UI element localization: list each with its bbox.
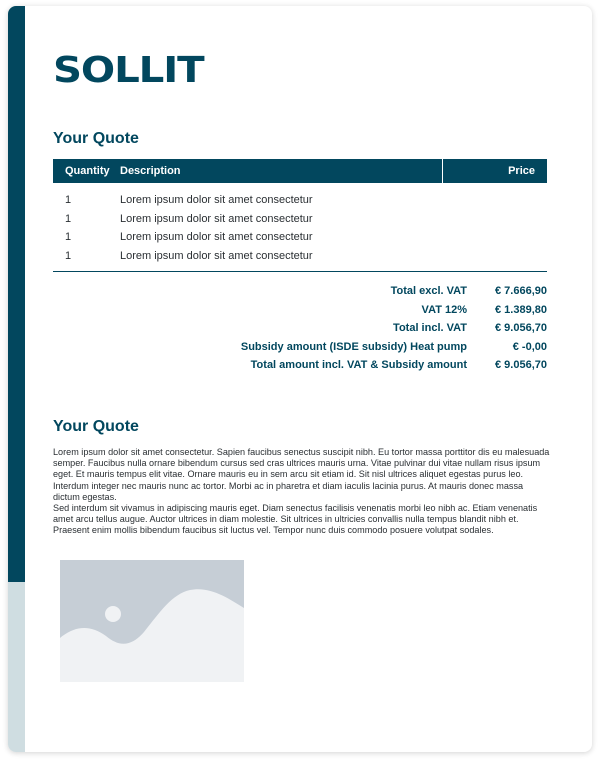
row-quantity: 1 (65, 231, 72, 244)
body-text (53, 447, 551, 537)
table-body (53, 183, 547, 272)
total-label: Total amount incl. VAT & Subsidy amount (250, 359, 467, 372)
row-quantity: 1 (65, 194, 72, 207)
sidebar-accent-light (8, 582, 25, 752)
row-quantity: 1 (65, 212, 72, 225)
row-description: Lorem ipsum dolor sit amet consectetur (120, 231, 313, 244)
total-value: € 9.056,70 (495, 322, 547, 335)
table-row (53, 191, 547, 210)
total-value: € -0,00 (512, 340, 547, 353)
total-label: Total excl. VAT (390, 285, 467, 298)
subsidy-row (53, 338, 547, 357)
paragraph: Sed interdum sit vivamus in adipiscing mauris eget. Diam senectus facilisis venenatis morbi leo nibh ac. Etiam venenatis amet arcu tellus augue. Auctor ultrices in diam molestie. Sit ultrices in ultricies convallis nulla tempus blandit nibh et. Praesent enim mollis bibendum faucibus sit luctus vel. Tempor nunc duis commodo posuere volutpat sodales. (53, 503, 538, 536)
total-value: € 7.666,90 (495, 285, 547, 298)
logo-text: SOLLIT (53, 50, 204, 91)
header-quantity: Quantity (65, 165, 110, 177)
totals-summary (53, 282, 547, 375)
total-label: Subsidy amount (ISDE subsidy) Heat pump (240, 340, 467, 353)
section-title: Your Quote (53, 418, 139, 435)
header-description: Description (120, 159, 443, 183)
total-label: Total incl. VAT (393, 322, 467, 335)
sidebar-accent-dark (8, 6, 25, 582)
grand-total-row (53, 356, 547, 375)
total-incl-vat-row (53, 319, 547, 338)
row-description: Lorem ipsum dolor sit amet consectetur (120, 194, 313, 207)
company-logo (53, 50, 204, 91)
table-row (53, 247, 547, 266)
image-placeholder-icon (60, 560, 244, 682)
image-placeholder (60, 560, 244, 682)
table-row (53, 210, 547, 229)
quote-title: Your Quote (53, 130, 139, 147)
row-description: Lorem ipsum dolor sit amet consectetur (120, 212, 313, 225)
total-value: € 9.056,70 (495, 359, 547, 372)
quote-document (8, 6, 592, 752)
total-excl-vat-row (53, 282, 547, 301)
paragraph: Lorem ipsum dolor sit amet consectetur. Sapien faucibus senectus suscipit nibh. Eu tortor massa porttitor dis eu malesuada semper. Faucibus nulla ornare bibendum cursus sed cras ultrices mauris urna. Vitae pulvinar dui vitae nullam risus ipsum eget. Et mauris tempus elit vitae. Ornare mauris eu in sem arcu sit etiam id. Sit nisl ultrices aliquet egestas purus leo. Interdum integer nec mauris nunc ac tortor. Morbi ac in pharetra et diam iaculis lacinia purus. At mauris donec massa dictum egestas. (53, 447, 550, 502)
header-price: Price (508, 165, 535, 177)
row-description: Lorem ipsum dolor sit amet consectetur (120, 249, 313, 262)
table-row (53, 228, 547, 247)
total-label: VAT 12% (421, 303, 467, 316)
quote-table (53, 159, 547, 272)
table-header (53, 159, 547, 183)
vat-row (53, 301, 547, 320)
total-value: € 1.389,80 (495, 303, 547, 316)
row-quantity: 1 (65, 249, 72, 262)
